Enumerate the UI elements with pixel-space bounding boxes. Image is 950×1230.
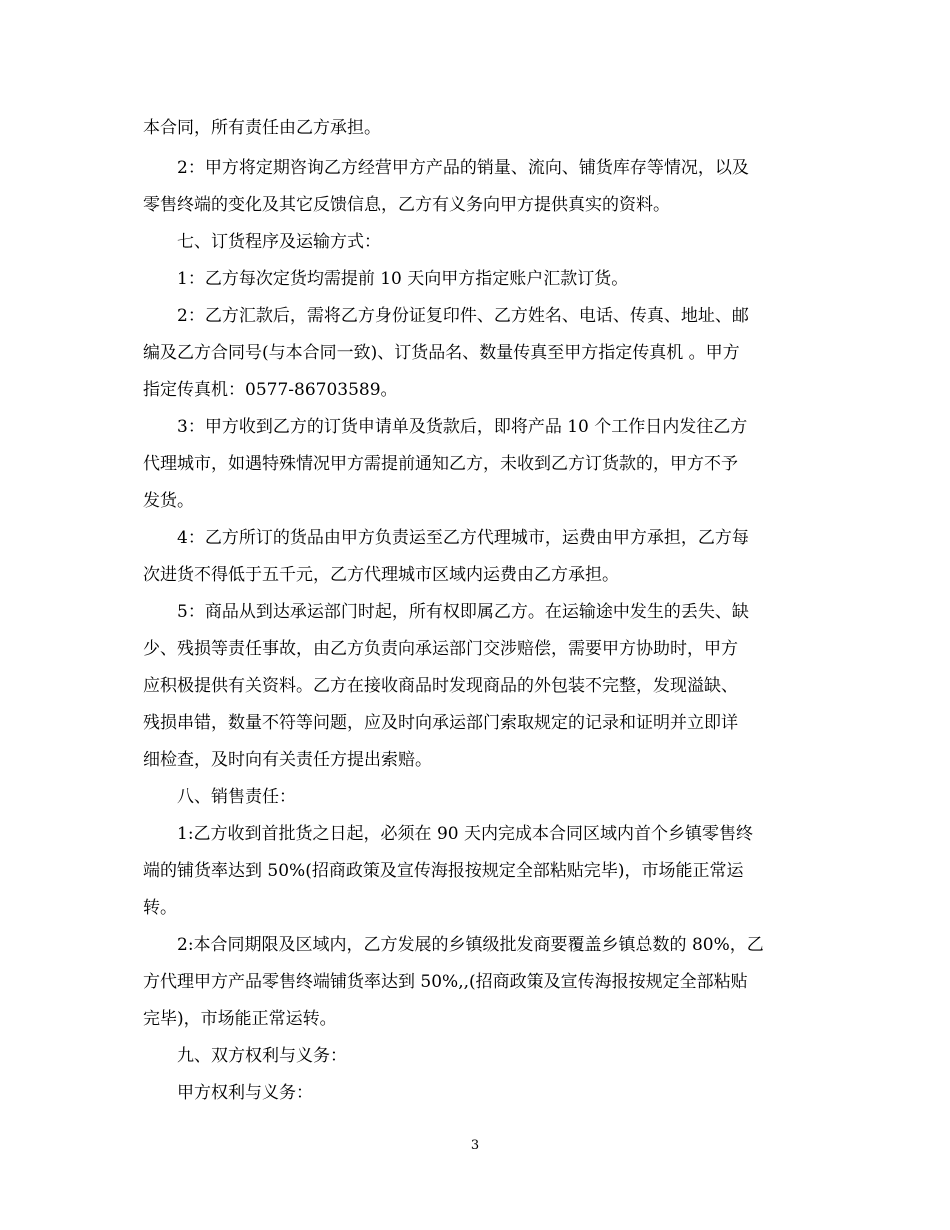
text-line: 4：乙方所订的货品由甲方负责运至乙方代理城市，运费由甲方承担，乙方每: [177, 528, 749, 548]
text-line: 编及乙方合同号(与本合同一致)、订货品名、数量传真至甲方指定传真机 。甲方: [143, 343, 740, 363]
section-heading: 八、销售责任：: [177, 787, 296, 807]
text-line: 零售终端的变化及其它反馈信息，乙方有义务向甲方提供真实的资料。: [143, 195, 670, 215]
text-line: 3：甲方收到乙方的订货申请单及货款后，即将产品 10 个工作日内发往乙方: [177, 417, 748, 437]
text-line: 少、残损等责任事故，由乙方负责向承运部门交涉赔偿，需要甲方协助时，甲方: [143, 639, 738, 659]
text-line: 细检查，及时向有关责任方提出索赔。: [143, 750, 432, 770]
text-line: 2:本合同期限及区域内，乙方发展的乡镇级批发商要覆盖乡镇总数的 80%，乙: [177, 935, 764, 955]
text-line: 应积极提供有关资料。乙方在接收商品时发现商品的外包装不完整，发现溢缺、: [143, 676, 738, 696]
text-line: 2：甲方将定期咨询乙方经营甲方产品的销量、流向、铺货库存等情况，以及: [177, 158, 749, 178]
section-heading: 七、订货程序及运输方式：: [177, 232, 381, 252]
text-line: 2：乙方汇款后，需将乙方身份证复印件、乙方姓名、电话、传真、地址、邮: [177, 306, 749, 326]
text-line: 方代理甲方产品零售终端铺货率达到 50%,,(招商政策及宣传海报按规定全部粘贴: [143, 972, 748, 992]
text-line: 指定传真机：0577-86703589。: [143, 380, 398, 400]
text-line: 1：乙方每次定货均需提前 10 天向甲方指定账户汇款订货。: [177, 269, 629, 289]
text-line: 本合同，所有责任由乙方承担。: [143, 118, 381, 138]
section-heading: 九、双方权利与义务：: [177, 1046, 347, 1066]
text-line: 5：商品从到达承运部门时起，所有权即属乙方。在运输途中发生的丢失、缺: [177, 602, 749, 622]
text-line: 1:乙方收到首批货之日起，必须在 90 天内完成本合同区域内首个乡镇零售终: [177, 824, 753, 844]
text-line: 次进货不得低于五千元，乙方代理城市区域内运费由乙方承担。: [143, 565, 619, 585]
text-line: 端的铺货率达到 50%(招商政策及宣传海报按规定全部粘贴完毕)，市场能正常运: [143, 861, 744, 881]
text-line: 完毕)，市场能正常运转。: [143, 1009, 337, 1029]
text-line: 转。: [143, 898, 177, 918]
text-line: 发货。: [143, 491, 194, 511]
page-number: 3: [470, 1138, 480, 1153]
subsection-heading: 甲方权利与义务：: [177, 1083, 313, 1103]
text-line: 残损串错，数量不符等问题，应及时向承运部门索取规定的记录和证明并立即详: [143, 713, 738, 733]
text-line: 代理城市，如遇特殊情况甲方需提前通知乙方，未收到乙方订货款的，甲方不予: [143, 454, 738, 474]
